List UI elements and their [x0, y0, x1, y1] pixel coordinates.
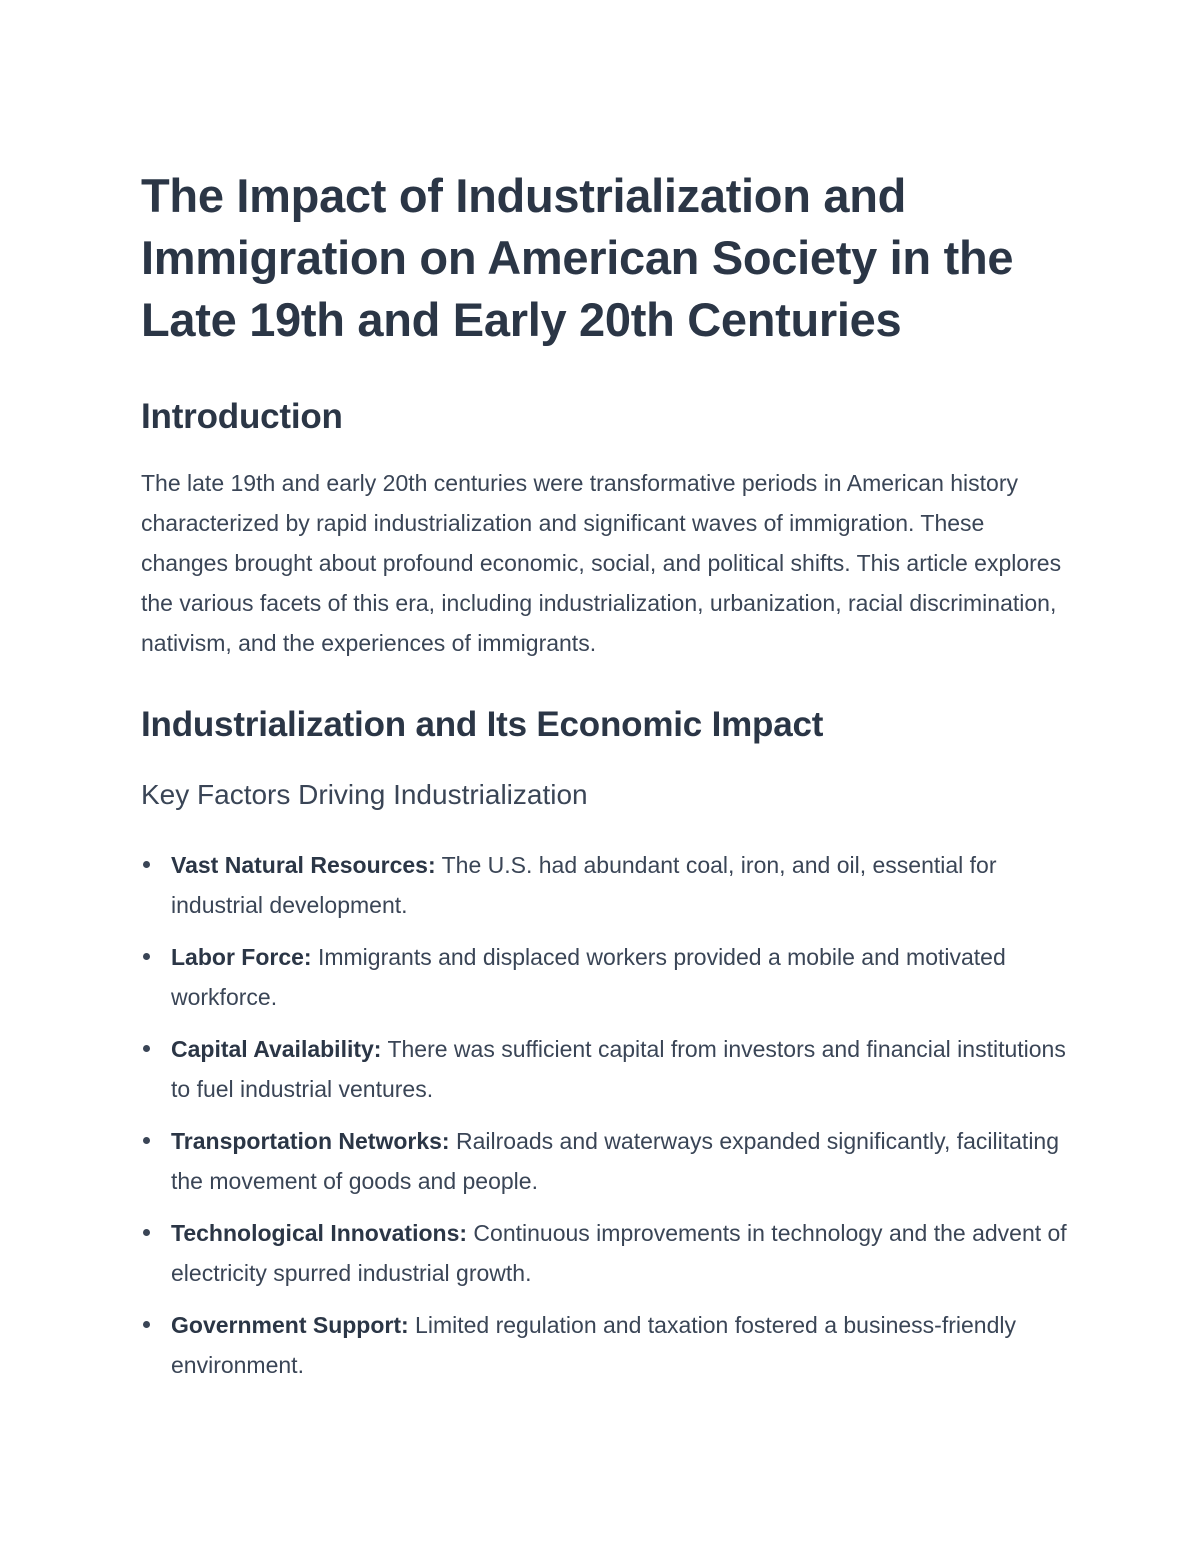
factor-text: Immigrants and displaced workers provided a mobile and motivated workforce.	[171, 944, 1006, 1010]
list-item	[141, 937, 1071, 1017]
document-title: The Impact of Industrialization and Immigration on American Society in the Late 19th and Early 20th Centuries	[141, 169, 1014, 346]
factor-term: Government Support:	[171, 1312, 409, 1338]
bullet-icon	[143, 1321, 150, 1328]
bullet-icon	[143, 1229, 150, 1236]
key-factors-list	[141, 845, 1071, 1385]
list-item	[141, 1121, 1071, 1201]
factor-term: Technological Innovations:	[171, 1220, 468, 1246]
factor-term: Capital Availability:	[171, 1036, 382, 1062]
factor-term: Vast Natural Resources:	[171, 852, 436, 878]
key-factors-subheading: Key Factors Driving Industrialization	[141, 779, 588, 810]
factor-term: Transportation Networks:	[171, 1128, 450, 1154]
bullet-icon	[143, 953, 150, 960]
list-item	[141, 1213, 1071, 1293]
list-item	[141, 1305, 1071, 1385]
introduction-heading: Introduction	[141, 397, 343, 436]
factor-text: The U.S. had abundant coal, iron, and oil, essential for industrial development.	[171, 852, 997, 918]
list-item	[141, 1029, 1071, 1109]
industrialization-heading: Industrialization and Its Economic Impact	[141, 705, 824, 744]
factor-text: There was sufficient capital from investors and financial institutions to fuel industrial ventures.	[171, 1036, 1066, 1102]
factor-term: Labor Force:	[171, 944, 312, 970]
factor-text: Continuous improvements in technology and the advent of electricity spurred industrial growth.	[171, 1220, 1067, 1286]
factor-text: Railroads and waterways expanded significantly, facilitating the movement of goods and people.	[171, 1128, 1060, 1194]
bullet-icon	[143, 861, 150, 868]
list-item	[141, 845, 1071, 925]
factor-text: Limited regulation and taxation fostered a business-friendly environment.	[171, 1312, 1016, 1378]
bullet-icon	[143, 1045, 150, 1052]
introduction-paragraph: The late 19th and early 20th centuries were transformative periods in American history characterized by rapid industrialization and significant waves of immigration. These changes brought about profound economic, social, and political shifts. This article explores the various facets of this era, including industrialization, urbanization, racial discrimination, nativism, and the experiences of immigrants.	[141, 470, 1062, 656]
document-page	[141, 165, 1071, 1397]
bullet-icon	[143, 1137, 150, 1144]
